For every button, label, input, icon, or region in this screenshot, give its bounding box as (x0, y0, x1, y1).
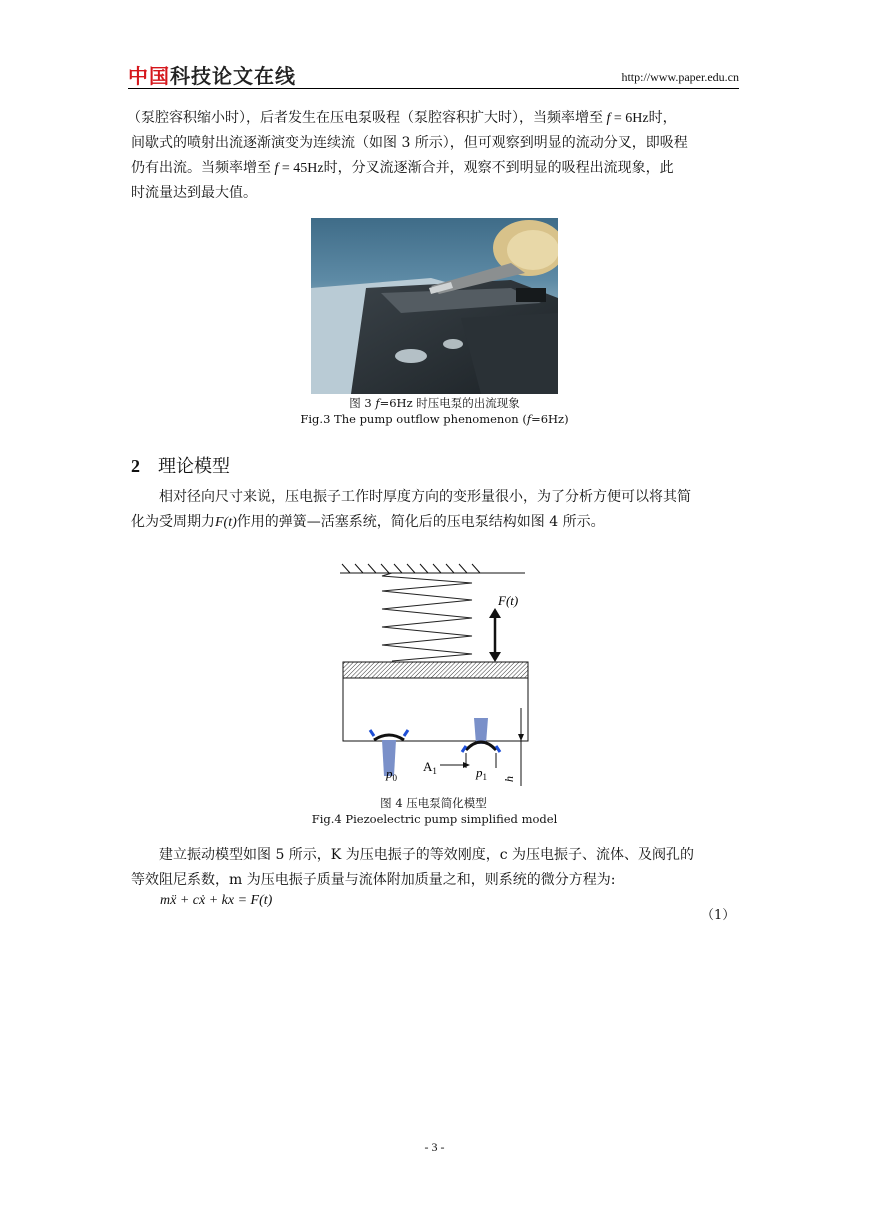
force-arrow-head-down (489, 652, 501, 662)
para1-line2: 间歇式的喷射出流逐渐演变为连续流（如图 3 所示），但可观察到明显的流动分叉，即吸程 (131, 135, 688, 151)
para2-math: F(t) (215, 515, 237, 530)
figure-3-caption-cn: 图 3 f=6Hz 时压电泵的出流现象 (349, 396, 520, 410)
p0-label: $p_0$ (386, 766, 397, 783)
para1-line4: 时流量达到最大值。 (131, 185, 257, 201)
para3-line1: 建立振动模型如图 5 所示，K 为压电振子的等效刚度，c 为压电振子、流体、及阀孔的 (159, 847, 695, 863)
page-number: - 3 - (424, 1140, 445, 1154)
para2-line1: 相对径向尺寸来说，压电振子工作时厚度方向的变形量很小，为了分析方便可以将其简 (159, 489, 691, 505)
a1-label: $A_1$ (423, 759, 437, 776)
header-rule (128, 88, 739, 89)
spring (382, 573, 472, 661)
header-url[interactable]: http://www.paper.edu.cn (621, 70, 739, 84)
para2-line2a: 化为受周期力 (131, 514, 215, 530)
piston (343, 662, 528, 678)
h-label: h (502, 776, 516, 782)
figure-3-photo (311, 218, 558, 394)
equation-number: （1） (701, 908, 736, 923)
force-arrow-head-up (489, 608, 501, 618)
figure-4-caption-en: Fig.4 Piezoelectric pump simplified model (311, 812, 558, 826)
figure-4-diagram (330, 558, 540, 790)
para2-line2b: 作用的弹簧—活塞系统，简化后的压电泵结构如图 4 所示。 (236, 514, 605, 530)
figure-4-caption-cn: 图 4 压电泵简化模型 (380, 796, 487, 810)
para3-line2: 等效阻尼系数，m 为压电振子质量与流体附加质量之和，则系统的微分方程为: (131, 872, 616, 888)
logo-dark-text: 科技论文在线 (170, 64, 296, 88)
paragraph-1: （泵腔容积缩小时），后者发生在压电泵吸程（泵腔容积扩大时），当频率增至 f = 6Hz时， 间歇式的喷射出流逐渐演变为连续流（如图 3 所示），但可观察到明显的流动分叉，即吸程 仍有出流。当频率增至 f = 45Hz时，分叉流逐渐合并，观察不到明显的吸程出流现象，此 时流量达到最大值。 (131, 106, 739, 206)
equation-1: mẍ + cẋ + kx = F(t) (160, 893, 273, 908)
h-arrow-top (518, 734, 524, 741)
para1-math2: = 45Hz (281, 161, 324, 176)
para1-line1b: 时， (648, 110, 677, 126)
para1-line1a: （泵腔容积缩小时），后者发生在压电泵吸程（泵腔容积扩大时），当频率增至 (127, 110, 603, 126)
logo-red-text: 中国 (128, 64, 170, 88)
para1-math1: = 6Hz (613, 111, 649, 126)
section-heading (131, 452, 230, 478)
para1-line3b: 时，分叉流逐渐合并，观察不到明显的吸程出流现象，此 (323, 160, 674, 176)
figure-3-caption-en: Fig.3 The pump outflow phenomenon (f=6Hz) (300, 412, 569, 426)
journal-logo (128, 60, 296, 89)
ceiling-hatch (340, 564, 525, 573)
paragraph-2 (131, 485, 739, 535)
force-label: F(t) (498, 593, 519, 608)
outlet-valve (462, 718, 500, 752)
section-title: 理论模型 (158, 456, 230, 477)
section-number: 2 (131, 456, 140, 476)
para1-line3a: 仍有出流。当频率增至 (131, 160, 271, 176)
p1-label: $p_1$ (476, 765, 487, 782)
paragraph-3 (131, 843, 739, 893)
